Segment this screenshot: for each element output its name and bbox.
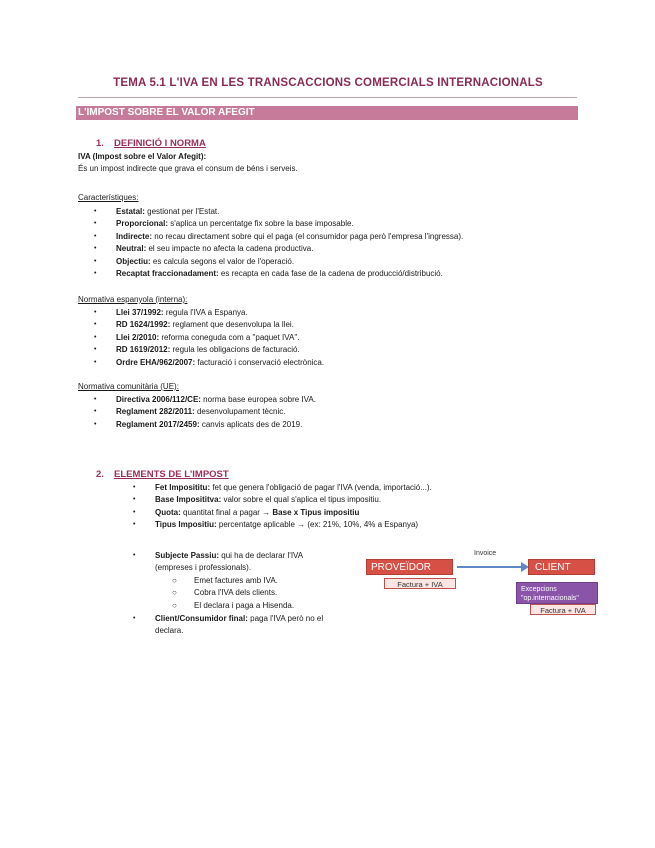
bullet-icon: • [133,484,136,491]
iva-label: IVA (Impost sobre el Valor Afegit): [78,152,207,161]
list-item [94,307,324,319]
section-2-number: 2. [96,469,104,480]
item-label: Neutral: [116,244,147,254]
item-label: Reglament 282/2011: [116,407,195,417]
bullet-icon: • [94,408,97,416]
normativa-espanyola-list [94,307,324,369]
item-label: Proporcional: [116,219,169,229]
list-item [94,218,463,230]
bullet-icon: • [94,257,97,265]
invoice-label: Invoice [474,550,497,557]
item-label: Ordre EHA/962/2007: [116,357,196,367]
item-text: gestionat per l'Estat. [144,207,220,216]
bullet-icon: • [94,358,97,366]
bullet-icon: • [133,615,136,622]
item-text: fet que genera l'obligació de pagar l'IVA (venda, importació...). [210,483,432,492]
bullet-icon: • [94,346,97,354]
bullet-icon: • [94,245,97,253]
item-text: valor sobre el qual s'aplica el tipus impositiu. [221,495,382,505]
bullet-icon: • [94,220,97,228]
item-label: Quota: [155,507,181,517]
normativa-ue-list [94,394,316,431]
list-item [94,406,316,418]
list-item [133,550,303,574]
item-label: Recaptat fraccionadament: [116,269,219,279]
bullet-icon: • [133,521,136,529]
item-label: Reglament 2017/2459: [116,419,200,429]
circle-bullet-icon: ○ [172,600,177,610]
list-item [133,482,432,494]
item-label: Tipus Impositiu: [155,520,217,530]
subjecte-text: qui ha de declarar l'IVA [219,551,304,560]
list-item [94,357,324,369]
factura-pill-proveidor: Factura + IVA [384,578,456,589]
bullet-icon: • [133,508,136,516]
sublist-text: Cobra l'IVA dels clients. [194,588,278,598]
item-label: Llei 2/2010: [116,332,160,342]
item-label: Base Imposititva: [155,495,222,505]
list-item [94,206,463,218]
caracteristiques-list [94,206,463,280]
item-label: Fet Imposititu: [155,483,211,492]
exceptions-line-1: Excepcions [521,586,557,593]
subjecte-list [133,550,303,574]
item-text: facturació i conservació electrònica. [195,357,325,367]
section-2-title: ELEMENTS DE L'IMPOST [114,469,229,480]
sublist-text: El declara i paga a Hisenda. [194,600,295,610]
item-emphasis: Base x Tipus impositiu [272,507,360,517]
item-text: reforma coneguda com a "paquet IVA". [159,332,300,342]
iva-definition: És un impost indirecte que grava el consum de béns i serveis. [78,164,298,173]
bullet-icon: • [94,321,97,329]
bullet-icon: • [94,396,97,403]
item-label: RD 1619/2012: [116,345,171,355]
subjecte-sublist [172,575,294,612]
bullet-icon: • [94,232,97,240]
item-text: no recau directament sobre qui el paga (el consumidor paga però l'empresa l'ingressa). [152,231,464,241]
item-text: norma base europea sobre IVA. [200,395,316,404]
item-text: percentatge aplicable → (ex: 21%, 10%, 4% a Espanya) [216,520,419,530]
bullet-icon: • [94,420,97,428]
item-text: es calcula segons el valor de l'operació. [150,256,295,266]
sublist-item [172,600,294,612]
item-text: regula les obligacions de facturació. [170,345,300,355]
item-label: Indirecte: [116,231,153,241]
list-item [94,256,463,268]
normativa-ue-heading: Normativa comunitària (UE): [78,382,179,391]
sublist-item [172,587,294,599]
item-text: quantitat final a pagar → [180,507,273,517]
title-divider [78,97,577,98]
exceptions-line-2: "op.internacionals" [521,595,579,602]
arrow-right-icon [455,561,530,573]
bullet-icon: • [94,270,97,278]
section-2-heading [96,469,229,480]
section-banner: L'IMPOST SOBRE EL VALOR AFEGIT [76,106,578,120]
exceptions-box [516,582,598,604]
subjecte-text-cont: (empreses i professionals). [155,563,252,572]
bullet-icon: • [133,496,136,504]
item-label: Llei 37/1992: [116,308,164,317]
client-text: paga l'IVA però no el [247,614,324,623]
list-item [94,419,316,431]
client-box: CLIENT [528,559,595,575]
item-label: Estatal: [116,207,145,216]
circle-bullet-icon: ○ [172,588,177,598]
item-text: regula l'IVA a Espanya. [163,308,248,317]
section-1-title: DEFINICIÓ I NORMA [114,138,206,149]
list-item [133,494,432,506]
list-item [94,319,324,331]
item-text: canvis aplicats des de 2019. [199,419,303,429]
item-text: el seu impacte no afecta la cadena productiva. [146,244,314,254]
list-item [94,332,324,344]
list-item [133,507,432,519]
page-title: TEMA 5.1 L'IVA EN LES TRANSCACCIONS COMERCIALS INTERNACIONALS [113,77,543,89]
client-list [133,613,323,637]
list-item [94,344,324,356]
item-text: desenvolupament tècnic. [194,407,286,417]
sublist-text: Emet factures amb IVA. [194,576,278,585]
caracteristiques-heading: Característiques: [78,193,139,202]
section-1-heading [96,138,206,149]
client-label: Client/Consumidor final: [155,614,248,623]
bullet-icon: • [94,208,97,215]
list-item [133,613,323,637]
subjecte-label: Subjecte Passiu: [155,551,220,560]
factura-pill-client: Factura + IVA [530,604,596,615]
list-item [94,231,463,243]
list-item [94,394,316,406]
list-item [133,519,432,531]
sublist-item [172,575,294,587]
list-item [94,268,463,280]
item-text: s'aplica un percentatge fix sobre la base imposable. [168,219,354,229]
bullet-icon: • [94,309,97,316]
client-text-cont: declara. [155,626,184,635]
item-label: Objectiu: [116,256,151,266]
item-text: es recapta en cada fase de la cadena de producció/distribució. [218,269,443,279]
section-1-number: 1. [96,138,104,149]
elements-list [133,482,432,532]
normativa-espanyola-heading: Normativa espanyola (interna): [78,295,188,304]
circle-bullet-icon: ○ [172,576,177,585]
bullet-icon: • [133,552,136,559]
item-label: Directiva 2006/112/CE: [116,395,201,404]
item-label: RD 1624/1992: [116,320,171,330]
proveidor-box: PROVEÏDOR [366,559,453,575]
bullet-icon: • [94,333,97,341]
list-item [94,243,463,255]
item-text: reglament que desenvolupa la llei. [170,320,294,330]
